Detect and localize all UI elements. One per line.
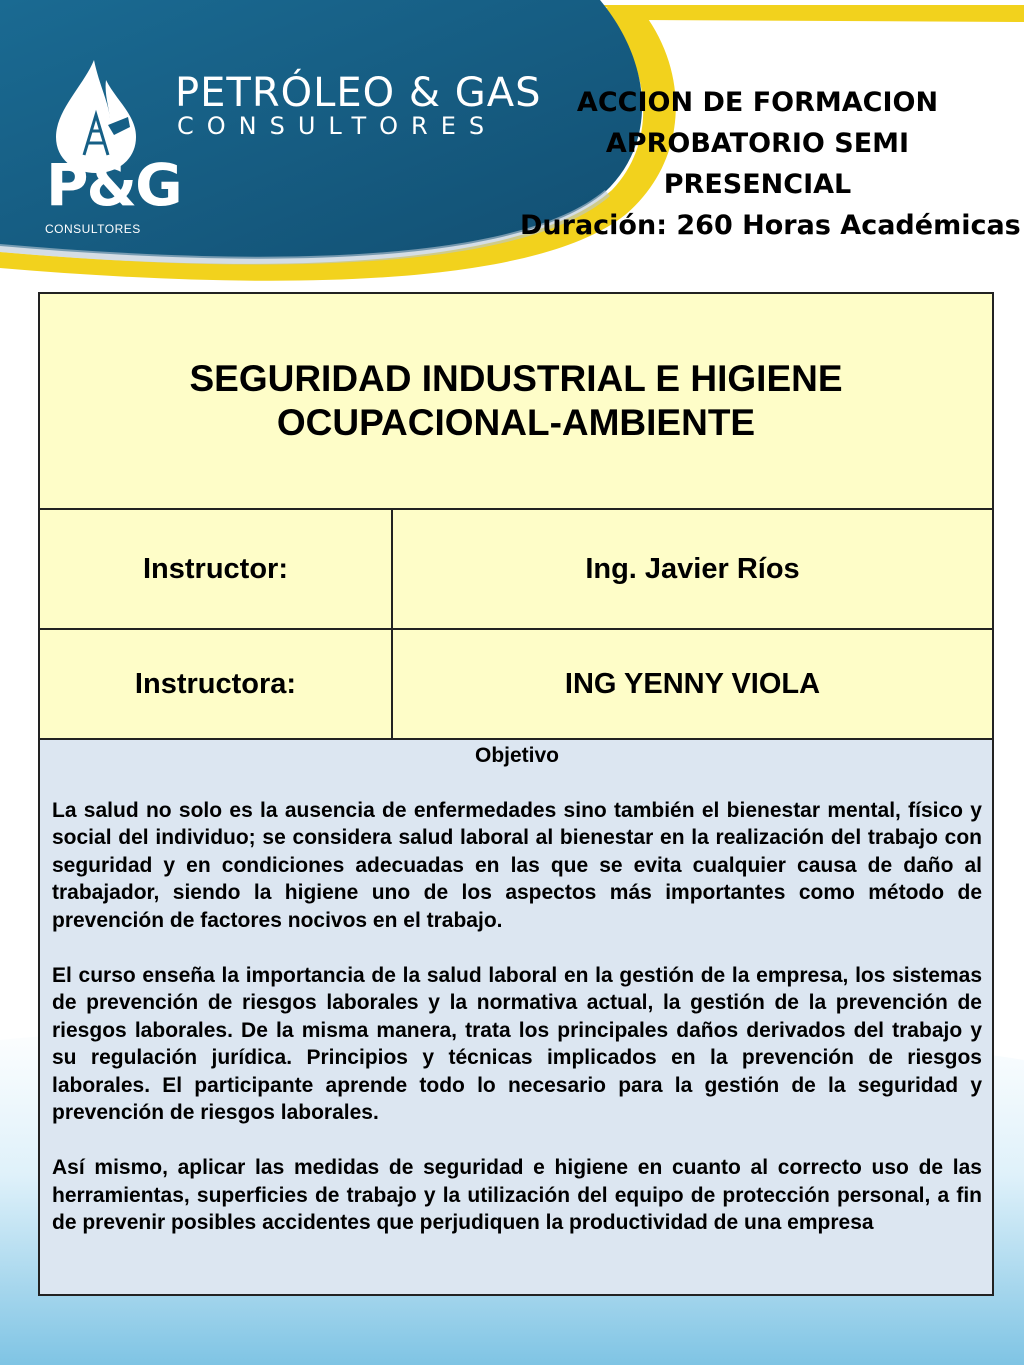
course-duration: Duración: 260 Horas Académicas — [520, 210, 1021, 241]
brand-name: PETRÓLEO & GAS — [175, 70, 542, 116]
instructor-row — [40, 510, 992, 630]
course-title: SEGURIDAD INDUSTRIAL E HIGIENE OCUPACIONAL-AMBIENTE — [189, 358, 843, 443]
course-type-line-3: PRESENCIAL — [663, 169, 852, 200]
instructora-label: Instructora: — [40, 630, 393, 738]
logo-subtitle: CONSULTORES — [45, 222, 141, 236]
objective-paragraph-2: El curso enseña la importancia de la salud laboral en la gestión de la empresa, los sistemas de prevención de riesgos laborales y la normativa actual, la gestión de la prevención de riesgos laborales. De la misma manera, trata los principales daños derivados del trabajo y su regulación jurídica. Principios y técnicas implicados en la prevención de riesgos laborales. El participante aprende todo lo necesario para la gestión de la seguridad y prevención de riesgos laborales. — [52, 964, 982, 1125]
course-type-line-1: ACCION DE FORMACION — [576, 87, 939, 118]
objective-paragraph-1: La salud no solo es la ausencia de enfermedades sino también el bienestar mental, físico y social del individuo; se considera salud laboral al bienestar en la realización del trabajo con seguridad y en condiciones adecuadas en las que se evita cualquier causa de daño al trabajador, siendo la higiene uno de los aspectos más importantes como método de prevención de factores nocivos en el trabajo. — [52, 799, 982, 932]
objective-paragraph-3: Así mismo, aplicar las medidas de seguridad e higiene en cuanto al correcto uso de las herramientas, superficies de trabajo y la utilización del equipo de protección personal, a fin de prevenir posibles accidentes que perjudiquen la productividad de una empresa — [52, 1156, 982, 1235]
course-info-block — [520, 82, 1021, 246]
course-type-line-2: APROBATORIO SEMI — [605, 128, 910, 159]
brand-tagline: CONSULTORES — [177, 112, 498, 140]
logo-initials: P&G — [46, 151, 181, 219]
objective-section — [40, 740, 992, 1294]
instructora-name: ING YENNY VIOLA — [564, 667, 821, 700]
instructor-name: Ing. Javier Ríos — [585, 552, 800, 585]
objective-heading: Objetivo — [474, 744, 559, 767]
course-table — [38, 292, 994, 1296]
instructora-row — [40, 630, 992, 740]
course-title-cell — [40, 294, 992, 510]
instructor-label: Instructor: — [40, 510, 393, 628]
